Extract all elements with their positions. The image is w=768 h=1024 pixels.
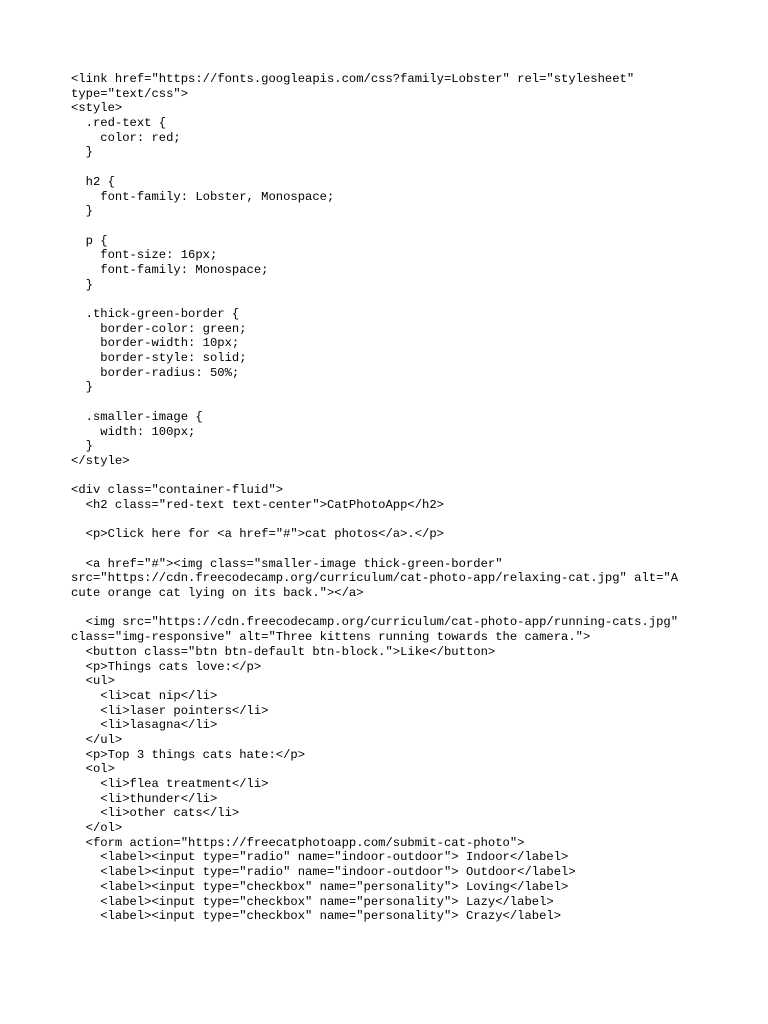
code-line: } [71, 145, 93, 160]
code-line: <a href="#"><img class="smaller-image thick-green-border" [71, 556, 503, 571]
code-line: <li>laser pointers</li> [71, 703, 269, 718]
code-line: font-family: Lobster, Monospace; [71, 189, 335, 204]
code-line: <img src="https://cdn.freecodecamp.org/curriculum/cat-photo-app/running-cats.jpg" [71, 615, 679, 630]
code-line: </style> [71, 453, 130, 468]
code-line: .smaller-image { [71, 409, 203, 424]
code-line: p { [71, 233, 108, 248]
code-line: cute orange cat lying on its back."></a> [71, 586, 364, 601]
code-line: } [71, 204, 93, 219]
code-document [71, 72, 751, 924]
code-line: } [71, 439, 93, 454]
code-line: <label><input type="checkbox" name="personality"> Loving</label> [71, 879, 569, 894]
code-line: <label><input type="checkbox" name="personality"> Lazy</label> [71, 894, 554, 909]
code-line: <link href="https://fonts.googleapis.com/css?family=Lobster" rel="stylesheet" [71, 72, 635, 86]
code-line [71, 395, 751, 410]
code-line: border-radius: 50%; [71, 365, 240, 380]
code-line: .thick-green-border { [71, 307, 240, 321]
code-line: width: 100px; [71, 424, 196, 439]
code-line: border-style: solid; [71, 351, 247, 366]
code-line: font-family: Monospace; [71, 262, 269, 277]
code-line: </ul> [71, 732, 123, 747]
code-line: <p>Click here for <a href="#">cat photos</a>.</p> [71, 527, 444, 542]
code-line: <li>other cats</li> [71, 806, 240, 821]
code-line: <ol> [71, 762, 115, 777]
code-line: <div class="container-fluid"> [71, 483, 284, 498]
code-line: <p>Things cats love:</p> [71, 659, 262, 674]
code-line: <h2 class="red-text text-center">CatPhotoApp</h2> [71, 497, 444, 512]
code-line: font-size: 16px; [71, 248, 218, 263]
code-line: h2 { [71, 174, 115, 189]
code-line: <label><input type="radio" name="indoor-outdoor"> Outdoor</label> [71, 865, 576, 880]
code-line: .red-text { [71, 116, 167, 131]
code-line: <button class="btn btn-default btn-block.">Like</button> [71, 644, 496, 659]
code-line [71, 469, 751, 484]
code-line [71, 542, 751, 557]
code-line: color: red; [71, 130, 181, 145]
code-line [71, 160, 751, 175]
code-line: border-width: 10px; [71, 336, 240, 351]
code-line: <label><input type="radio" name="indoor-outdoor"> Indoor</label> [71, 850, 569, 865]
code-line: <p>Top 3 things cats hate:</p> [71, 747, 306, 762]
code-line [71, 219, 751, 234]
code-line: <label><input type="checkbox" name="personality"> Crazy</label> [71, 909, 562, 924]
code-line: border-color: green; [71, 321, 247, 336]
code-line: </ol> [71, 821, 123, 836]
code-line [71, 601, 751, 616]
code-line: <li>flea treatment</li> [71, 777, 269, 791]
code-line: <li>cat nip</li> [71, 688, 218, 703]
code-line: class="img-responsive" alt="Three kittens running towards the camera."> [71, 630, 591, 645]
code-line: } [71, 380, 93, 395]
code-line: <li>lasagna</li> [71, 718, 218, 733]
code-line: type="text/css"> [71, 86, 189, 101]
code-line: <form action="https://freecatphotoapp.com/submit-cat-photo"> [71, 835, 525, 850]
code-line: src="https://cdn.freecodecamp.org/curriculum/cat-photo-app/relaxing-cat.jpg" alt="A [71, 571, 679, 586]
code-line: <style> [71, 101, 123, 116]
code-line: } [71, 277, 93, 292]
code-line: <li>thunder</li> [71, 791, 218, 806]
code-line [71, 292, 751, 307]
code-line [71, 513, 751, 528]
code-line: <ul> [71, 674, 115, 689]
